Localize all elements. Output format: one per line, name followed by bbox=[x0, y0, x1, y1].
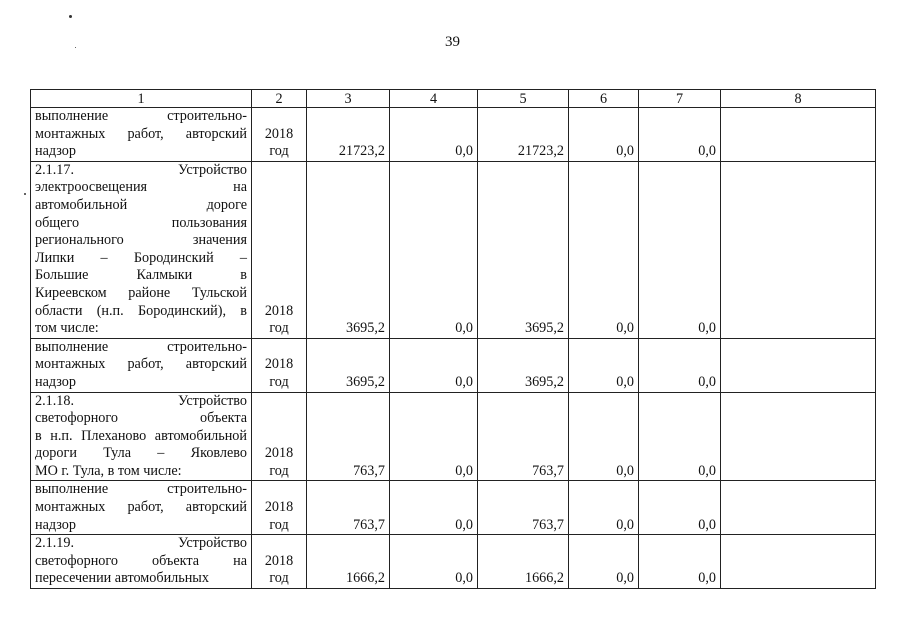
year-line: 2018 bbox=[264, 356, 294, 373]
description-line: надзор bbox=[35, 516, 76, 533]
table-row bbox=[31, 338, 876, 392]
value-cell-col6: 0,0 bbox=[569, 161, 639, 338]
year-cell bbox=[252, 108, 307, 162]
description-line: 2.1.19. Устройство bbox=[35, 535, 247, 552]
description-line: дороги Тула – Яковлево bbox=[35, 445, 247, 462]
value-cell-col6: 0,0 bbox=[569, 108, 639, 162]
description-line: Липки – Бородинский – bbox=[35, 249, 247, 266]
description-line: в н.п. Плеханово автомобильной bbox=[35, 427, 247, 444]
value-cell-col3: 763,7 bbox=[307, 481, 390, 535]
header-cell: 8 bbox=[721, 90, 876, 108]
description-cell bbox=[31, 392, 252, 481]
value-cell-col5: 21723,2 bbox=[478, 108, 569, 162]
value-cell-col7: 0,0 bbox=[639, 108, 721, 162]
scan-speck bbox=[24, 193, 26, 195]
value-cell-col8 bbox=[721, 108, 876, 162]
year-line: год bbox=[269, 570, 289, 587]
value-cell-col5: 763,7 bbox=[478, 481, 569, 535]
year-line: год bbox=[269, 516, 289, 533]
description-cell bbox=[31, 535, 252, 589]
value-cell-col4: 0,0 bbox=[390, 338, 478, 392]
description-line: регионального значения bbox=[35, 232, 247, 249]
description-line: Киреевском районе Тульской bbox=[35, 284, 247, 301]
year-line: год bbox=[269, 462, 289, 479]
header-cell: 4 bbox=[390, 90, 478, 108]
year-line: год bbox=[269, 320, 289, 337]
year-cell bbox=[252, 338, 307, 392]
value-cell-col8 bbox=[721, 161, 876, 338]
value-cell-col5: 3695,2 bbox=[478, 161, 569, 338]
table-body bbox=[31, 108, 876, 589]
value-cell-col6: 0,0 bbox=[569, 535, 639, 589]
value-cell-col7: 0,0 bbox=[639, 392, 721, 481]
value-cell-col7: 0,0 bbox=[639, 481, 721, 535]
value-cell-col8 bbox=[721, 535, 876, 589]
table-row bbox=[31, 481, 876, 535]
description-line: надзор bbox=[35, 373, 76, 390]
value-cell-col5: 763,7 bbox=[478, 392, 569, 481]
value-cell-col3: 21723,2 bbox=[307, 108, 390, 162]
year-line: 2018 bbox=[264, 302, 294, 319]
table-row bbox=[31, 161, 876, 338]
table-header-row bbox=[31, 90, 876, 108]
value-cell-col3: 763,7 bbox=[307, 392, 390, 481]
value-cell-col4: 0,0 bbox=[390, 108, 478, 162]
header-cell: 7 bbox=[639, 90, 721, 108]
year-cell bbox=[252, 481, 307, 535]
value-cell-col5: 1666,2 bbox=[478, 535, 569, 589]
year-line: 2018 bbox=[264, 499, 294, 516]
year-line: 2018 bbox=[264, 125, 294, 142]
value-cell-col5: 3695,2 bbox=[478, 338, 569, 392]
value-cell-col7: 0,0 bbox=[639, 338, 721, 392]
value-cell-col6: 0,0 bbox=[569, 392, 639, 481]
value-cell-col8 bbox=[721, 392, 876, 481]
year-line: 2018 bbox=[264, 552, 294, 569]
value-cell-col8 bbox=[721, 338, 876, 392]
value-cell-col3: 3695,2 bbox=[307, 161, 390, 338]
header-cell: 6 bbox=[569, 90, 639, 108]
year-cell bbox=[252, 535, 307, 589]
description-line: выполнение строительно- bbox=[35, 481, 247, 498]
description-line: области (н.п. Бородинский), в bbox=[35, 302, 247, 319]
table-row bbox=[31, 535, 876, 589]
description-line: том числе: bbox=[35, 320, 99, 337]
value-cell-col4: 0,0 bbox=[390, 161, 478, 338]
table-row bbox=[31, 108, 876, 162]
value-cell-col6: 0,0 bbox=[569, 481, 639, 535]
value-cell-col7: 0,0 bbox=[639, 161, 721, 338]
header-cell: 1 bbox=[31, 90, 252, 108]
description-cell bbox=[31, 161, 252, 338]
value-cell-col4: 0,0 bbox=[390, 481, 478, 535]
description-line: общего пользования bbox=[35, 214, 247, 231]
value-cell-col6: 0,0 bbox=[569, 338, 639, 392]
data-table bbox=[30, 89, 876, 589]
value-cell-col8 bbox=[721, 481, 876, 535]
value-cell-col7: 0,0 bbox=[639, 535, 721, 589]
value-cell-col3: 3695,2 bbox=[307, 338, 390, 392]
table-row bbox=[31, 392, 876, 481]
page-number: 39 bbox=[445, 34, 460, 50]
year-cell bbox=[252, 392, 307, 481]
description-line: монтажных работ, авторский bbox=[35, 125, 247, 142]
description-line: МО г. Тула, в том числе: bbox=[35, 462, 182, 479]
description-line: 2.1.17. Устройство bbox=[35, 161, 247, 178]
description-line: электроосвещения на bbox=[35, 179, 247, 196]
description-line: 2.1.18. Устройство bbox=[35, 392, 247, 409]
value-cell-col3: 1666,2 bbox=[307, 535, 390, 589]
value-cell-col4: 0,0 bbox=[390, 535, 478, 589]
year-line: год bbox=[269, 143, 289, 160]
description-line: пересечении автомобильных bbox=[35, 570, 209, 587]
description-line: Большие Калмыки в bbox=[35, 267, 247, 284]
description-line: светофорного объекта на bbox=[35, 552, 247, 569]
description-line: надзор bbox=[35, 143, 76, 160]
scan-speck bbox=[69, 15, 72, 18]
description-line: выполнение строительно- bbox=[35, 338, 247, 355]
description-cell bbox=[31, 108, 252, 162]
header-cell: 2 bbox=[252, 90, 307, 108]
value-cell-col4: 0,0 bbox=[390, 392, 478, 481]
description-line: автомобильной дороге bbox=[35, 196, 247, 213]
description-line: выполнение строительно- bbox=[35, 108, 247, 124]
year-cell bbox=[252, 161, 307, 338]
description-cell bbox=[31, 481, 252, 535]
year-line: 2018 bbox=[264, 445, 294, 462]
description-line: монтажных работ, авторский bbox=[35, 356, 247, 373]
description-cell bbox=[31, 338, 252, 392]
description-line: монтажных работ, авторский bbox=[35, 499, 247, 516]
year-line: год bbox=[269, 373, 289, 390]
header-cell: 5 bbox=[478, 90, 569, 108]
header-cell: 3 bbox=[307, 90, 390, 108]
description-line: светофорного объекта bbox=[35, 410, 247, 427]
